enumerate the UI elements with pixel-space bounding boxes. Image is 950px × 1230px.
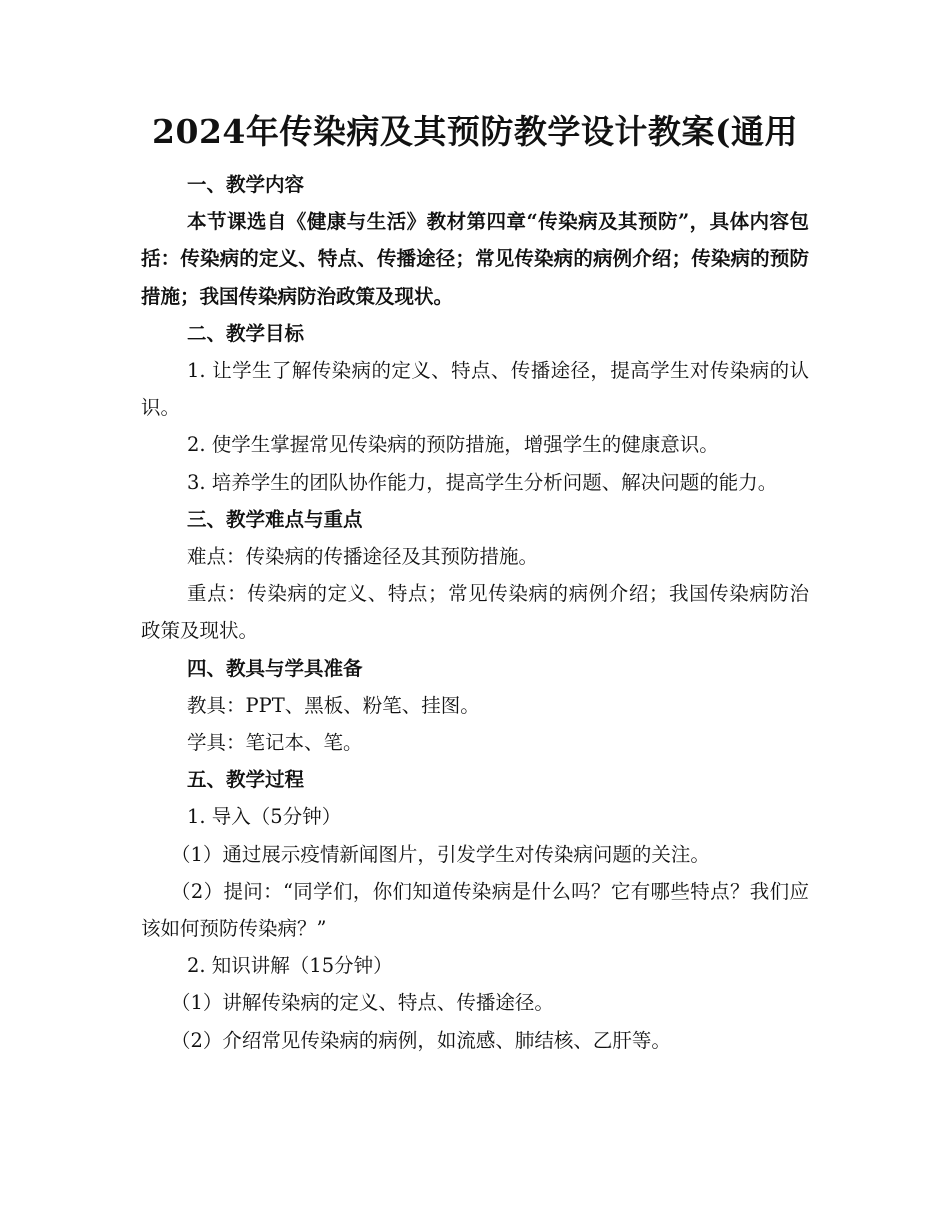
paragraph-focus: 重点：传染病的定义、特点；常见传染病的病例介绍；我国传染病防治政策及现状。 <box>141 582 809 643</box>
paragraph-step-lecture-1: （1）讲解传染病的定义、特点、传播途径。 <box>171 991 554 1015</box>
section-heading-content: 一、教学内容 <box>187 173 305 196</box>
section-heading-key-points: 三、教学难点与重点 <box>187 507 363 531</box>
paragraph-goal-1: 1. 让学生了解传染病的定义、特点、传播途径，提高学生对传染病的认识。 <box>141 359 809 420</box>
paragraph-goal-3: 3. 培养学生的团队协作能力，提高学生分析问题、解决问题的能力。 <box>187 470 778 494</box>
paragraph-content-intro: 本节课选自《健康与生活》教材第四章“传染病及其预防”，具体内容包括：传染病的定义、特点、传播途径；常见传染病的病例介绍；传染病的预防措施；我国传染病防治政策及现状。 <box>141 210 809 308</box>
section-heading-goals: 二、教学目标 <box>187 321 305 345</box>
paragraph-teaching-aids: 教具：PPT、黑板、粉笔、挂图。 <box>187 693 480 717</box>
paragraph-step-lecture: 2. 知识讲解（15分钟） <box>187 954 393 978</box>
section-heading-process: 五、教学过程 <box>187 768 305 792</box>
document-title: 2024年传染病及其预防教学设计教案(通用 <box>152 112 798 151</box>
paragraph-step-intro-2: （2）提问：“同学们，你们知道传染病是什么吗？它有哪些特点？我们应该如何预防传染病？” <box>141 879 809 941</box>
paragraph-step-intro-1: （1）通过展示疫情新闻图片，引发学生对传染病问题的关注。 <box>171 842 710 866</box>
paragraph-learning-aids: 学具：笔记本、笔。 <box>187 731 363 755</box>
paragraph-goal-2: 2. 使学生掌握常见传染病的预防措施，增强学生的健康意识。 <box>187 433 719 457</box>
section-heading-materials: 四、教具与学具准备 <box>187 656 363 680</box>
paragraph-step-intro: 1. 导入（5分钟） <box>187 805 342 829</box>
paragraph-difficulty: 难点：传染病的传播途径及其预防措施。 <box>187 545 539 569</box>
paragraph-step-lecture-2: （2）介绍常见传染病的病例，如流感、肺结核、乙肝等。 <box>171 1028 671 1052</box>
document-body <box>141 166 809 1059</box>
